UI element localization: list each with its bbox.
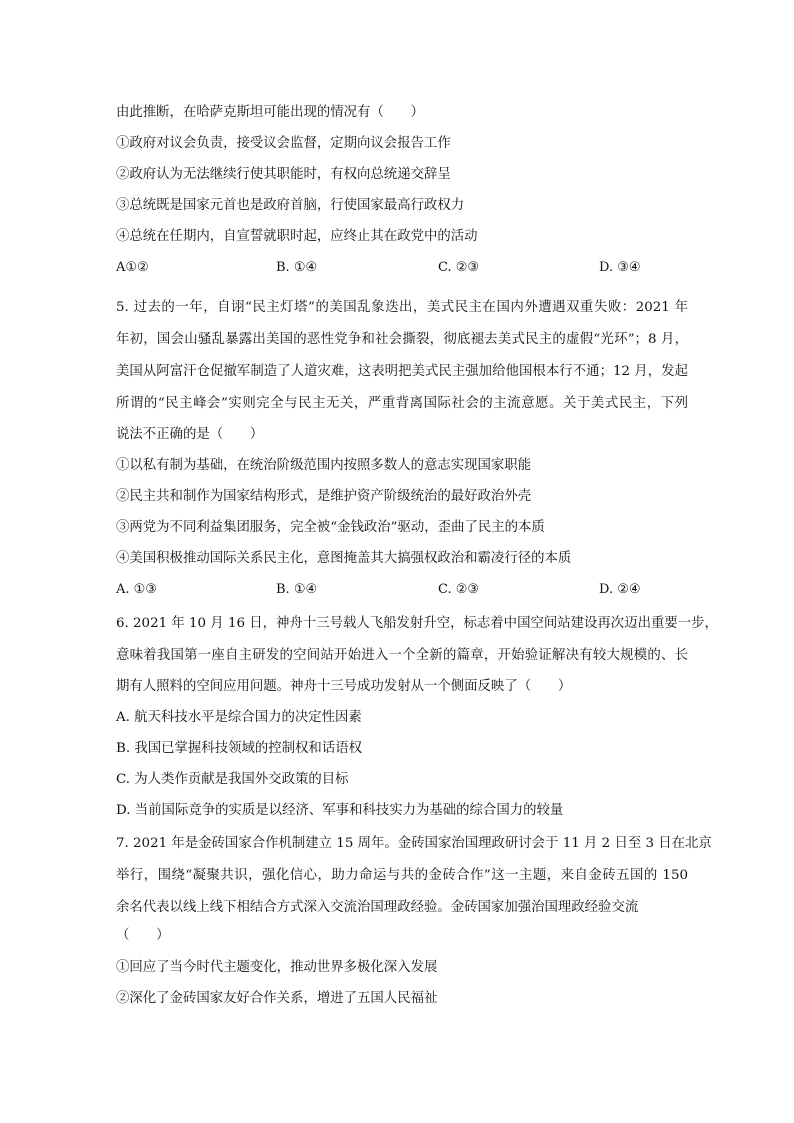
q5-statement-2: ②民主共和制作为国家结构形式，是维护资产阶级统治的最好政治外壳 bbox=[116, 489, 532, 504]
q6-choice-a: A. 航天科技水平是综合国力的决定性因素 bbox=[116, 710, 362, 725]
q5-stem-line-2: 年初，国会山骚乱暴露出美国的恶性党争和社会撕裂，彻底褪去美式民主的虚假“光环”；8 月， bbox=[116, 332, 688, 347]
q5-statement-4: ④美国积极推动国际关系民主化，意图掩盖其大搞强权政治和霸凌行径的本质 bbox=[116, 551, 572, 566]
q5-option-c: C. ②③ bbox=[438, 582, 480, 597]
q7-stem-line-2: 举行，围绕“凝聚共识，强化信心，助力命运与共的金砖合作”这一主题，来自金砖五国的 150 bbox=[116, 868, 688, 883]
q4-option-a: A①② bbox=[116, 260, 149, 275]
q6-choice-d: D. 当前国际竞争的实质是以经济、军事和科技实力为基础的综合国力的较量 bbox=[116, 803, 564, 818]
q5-stem-line-5: 说法不正确的是（ ） bbox=[116, 427, 264, 442]
q4-stem-tail: 由此推断，在哈萨克斯坦可能出现的情况有（ ） bbox=[116, 105, 424, 120]
q6-stem-line-3: 期有人照料的空间应用问题。神舟十三号成功发射从一个侧面反映了（ ） bbox=[116, 679, 572, 694]
q6-choice-c: C. 为人类作贡献是我国外交政策的目标 bbox=[116, 772, 349, 787]
q7-stem-line-4: （ ） bbox=[116, 928, 170, 943]
q7-stem-line-1: 7. 2021 年是金砖国家合作机制建立 15 周年。金砖国家治国理政研讨会于 11 月 2 日至 3 日在北京 bbox=[116, 836, 712, 851]
q5-stem-line-4: 所谓的“民主峰会”实则完全与民主无关，严重背离国际社会的主流意愿。关于美式民主，下列 bbox=[116, 396, 688, 411]
q4-option-c: C. ②③ bbox=[438, 260, 480, 275]
q5-option-d: D. ②④ bbox=[599, 582, 641, 597]
q5-option-b: B. ①④ bbox=[276, 582, 318, 597]
q4-statement-4: ④总统在任期内，自宣誓就职时起，应终止其在政党中的活动 bbox=[116, 229, 478, 244]
q4-statement-3: ③总统既是国家元首也是政府首脑，行使国家最高行政权力 bbox=[116, 198, 465, 213]
q4-statement-2: ②政府认为无法继续行使其职能时，有权向总统递交辞呈 bbox=[116, 167, 451, 182]
q5-stem-line-1: 5. 过去的一年，自诩“民主灯塔”的美国乱象迭出，美式民主在国内外遭遇双重失败：2021 年 bbox=[116, 300, 688, 315]
q6-choice-b: B. 我国已掌握科技领域的控制权和话语权 bbox=[116, 741, 362, 756]
q5-statement-1: ①以私有制为基础，在统治阶级范围内按照多数人的意志实现国家职能 bbox=[116, 458, 532, 473]
q6-stem-line-1: 6. 2021 年 10 月 16 日，神舟十三号载人飞船发射升空，标志着中国空间站建设再次迈出重要一步， bbox=[116, 616, 718, 631]
q4-option-d: D. ③④ bbox=[599, 260, 641, 275]
q7-statement-1: ①回应了当今时代主题变化，推动世界多极化深入发展 bbox=[116, 960, 438, 975]
q6-stem-line-2: 意味着我国第一座自主研发的空间站开始进入一个全新的篇章，开始验证解决有较大规模的、长 bbox=[116, 648, 688, 663]
q7-statement-2: ②深化了金砖国家友好合作关系，增进了五国人民福祉 bbox=[116, 991, 438, 1006]
q4-statement-1: ①政府对议会负责，接受议会监督，定期向议会报告工作 bbox=[116, 136, 451, 151]
q5-option-a: A. ①③ bbox=[116, 582, 157, 597]
q5-stem-line-3: 美国从阿富汗仓促撤军制造了人道灾难，这表明把美式民主强加给他国根本行不通；12 月，发起 bbox=[116, 364, 688, 379]
q5-statement-3: ③两党为不同利益集团服务，完全被“金钱政治”驱动，歪曲了民主的本质 bbox=[116, 520, 545, 535]
q4-option-b: B. ①④ bbox=[276, 260, 318, 275]
q7-stem-line-3: 余名代表以线上线下相结合方式深入交流治国理政经验。金砖国家加强治国理政经验交流 bbox=[116, 900, 639, 915]
